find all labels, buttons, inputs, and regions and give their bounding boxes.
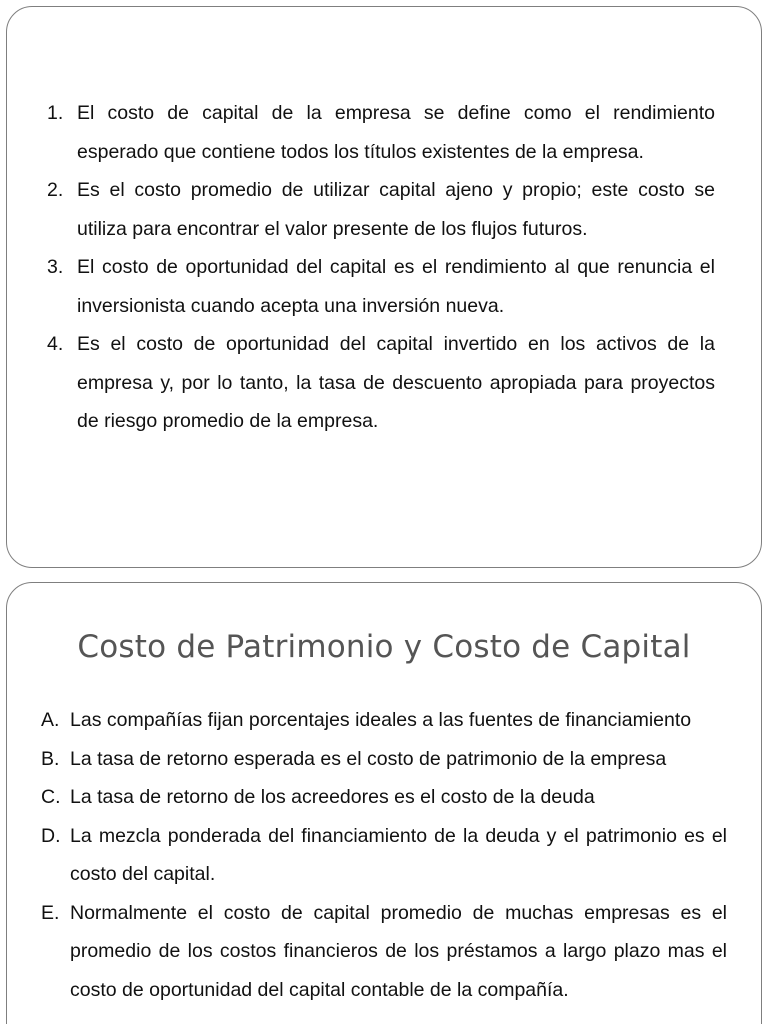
list-item [41, 894, 727, 1010]
list-item [47, 94, 715, 171]
list-item-text: Es el costo promedio de utilizar capital ajeno y propio; este costo se utiliza para encontrar el valor presente de los flujos futuros. [77, 179, 715, 240]
list-item [41, 778, 727, 817]
list-item-text: La tasa de retorno de los acreedores es el costo de la deuda [70, 786, 595, 808]
list-item-text: La tasa de retorno esperada es el costo de patrimonio de la empresa [70, 747, 667, 770]
list-item-letter: A. [41, 709, 60, 731]
list-item-number: 4. [47, 333, 64, 355]
list-item-text: Las compañías fijan porcentajes ideales a las fuentes de financiamiento [70, 709, 692, 731]
list-item [41, 740, 727, 779]
list-item-text: La mezcla ponderada del financiamiento de la deuda y el patrimonio es el costo del capital. [70, 824, 727, 885]
lettered-list [41, 701, 727, 1009]
list-item-letter: D. [41, 824, 61, 847]
list-item-letter: E. [41, 901, 60, 924]
list-item [41, 817, 727, 894]
slide-1 [6, 6, 762, 568]
list-item-text: El costo de oportunidad del capital es el rendimiento al que renuncia el inversionista cuando acepta una inversión nueva. [77, 256, 715, 317]
list-item-text: El costo de capital de la empresa se define como el rendimiento esperado que contiene todos los títulos existentes de la empresa. [77, 102, 715, 163]
list-item-text: Es el costo de oportunidad del capital invertido en los activos de la empresa y, por lo tanto, la tasa de descuento apropiada para proyectos de riesgo promedio de la empresa. [77, 333, 715, 432]
list-item-number: 3. [47, 256, 64, 278]
slide-title: Costo de Patrimonio y Costo de Capital [77, 629, 691, 665]
list-item-text: Normalmente el costo de capital promedio de muchas empresas es el promedio de los costos financieros de los préstamos a largo plazo mas el costo de oportunidad del capital contable de la compañía. [70, 901, 727, 1001]
list-item [47, 325, 715, 441]
list-item-number: 1. [47, 102, 64, 124]
list-item-letter: B. [41, 747, 60, 770]
numbered-list [47, 94, 715, 441]
list-item [47, 248, 715, 325]
list-item-letter: C. [41, 786, 61, 808]
list-item [47, 171, 715, 248]
list-item-number: 2. [47, 179, 64, 201]
list-item [41, 701, 727, 740]
slide-2 [6, 582, 762, 1024]
